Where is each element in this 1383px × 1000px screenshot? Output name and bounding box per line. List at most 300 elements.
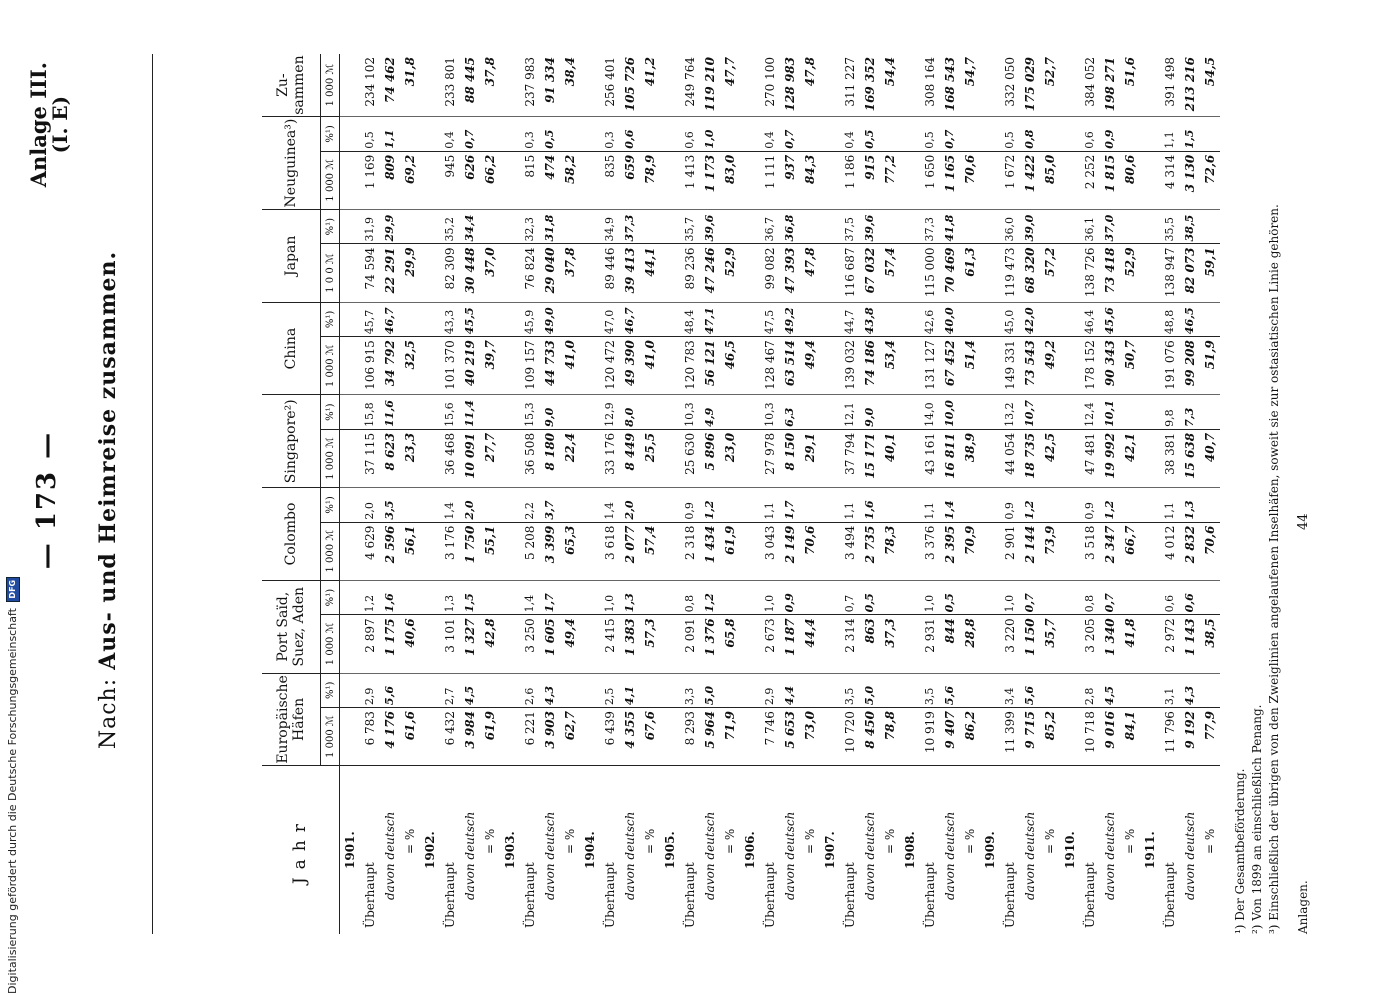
table-row xyxy=(1180,54,1200,934)
empty-cell xyxy=(480,488,500,522)
share-value: 49,4 xyxy=(803,340,817,370)
empty-cell xyxy=(1040,117,1060,151)
amount-value: 2 415 xyxy=(603,618,617,653)
amount-value: 1 383 xyxy=(623,618,637,656)
percent-value: 0,3 xyxy=(603,131,616,149)
percent-value: 46,7 xyxy=(383,307,396,335)
empty-cell xyxy=(480,674,500,708)
spacer-cell xyxy=(820,708,840,765)
spacer-cell xyxy=(580,244,600,301)
empty-cell xyxy=(400,395,420,429)
amount-value: 19 992 xyxy=(1103,432,1117,479)
amount-value: 815 xyxy=(523,154,537,178)
share-value: 42,8 xyxy=(483,618,497,648)
table-row xyxy=(620,54,640,934)
percent-value: 5,6 xyxy=(1023,685,1036,706)
spacer-cell xyxy=(820,523,840,580)
table-row xyxy=(560,54,580,934)
empty-cell xyxy=(720,303,740,337)
percent-value: 0,7 xyxy=(943,129,956,149)
percent-value: 36,1 xyxy=(1083,216,1096,242)
row-label-german: davon deutsch xyxy=(463,811,477,900)
spacer-cell xyxy=(500,303,520,337)
table-row xyxy=(920,54,940,934)
amount-value: 384 052 xyxy=(1083,57,1097,107)
empty-cell xyxy=(960,117,980,151)
row-label-percent: = % xyxy=(803,828,817,854)
amount-value: 1 422 xyxy=(1023,154,1037,193)
spacer-cell xyxy=(580,523,600,580)
empty-cell xyxy=(1200,395,1220,429)
row-label-total: Überhaupt xyxy=(763,862,777,928)
spacer-cell xyxy=(1060,674,1080,708)
spacer-cell xyxy=(500,152,520,209)
share-value: 27,7 xyxy=(483,432,497,463)
bottom-page-number: 44 xyxy=(1296,513,1311,530)
percent-value: 1,0 xyxy=(763,594,776,613)
amount-value: 844 xyxy=(943,618,957,644)
percent-value: 1,4 xyxy=(523,594,536,613)
share-value: 61,9 xyxy=(483,711,497,741)
row-label-percent: = % xyxy=(643,828,657,854)
unit-header: 1 000 ℳ xyxy=(321,615,340,673)
row-label-percent: = % xyxy=(563,828,577,854)
table-top-rule xyxy=(152,54,153,934)
percent-value: 1,3 xyxy=(1183,500,1196,520)
share-value: 49,2 xyxy=(1043,340,1057,370)
share-value: 41,8 xyxy=(1123,618,1137,648)
share-value: 37,0 xyxy=(483,247,497,277)
percent-value: 3,1 xyxy=(1163,687,1176,706)
spacer-cell xyxy=(340,615,360,672)
spacer-cell xyxy=(980,581,1000,615)
spacer-cell xyxy=(900,674,920,708)
amount-value: 39 413 xyxy=(623,247,637,294)
amount-value: 120 783 xyxy=(683,340,697,390)
spacer-cell xyxy=(500,708,520,765)
year-label: 1903. xyxy=(503,831,517,869)
spacer-cell xyxy=(820,615,840,672)
percent-value: 13,2 xyxy=(1003,402,1016,427)
percent-value: 10,0 xyxy=(943,400,956,427)
share-value: 57,2 xyxy=(1043,247,1057,277)
empty-cell xyxy=(480,581,500,615)
percent-value: 3,3 xyxy=(683,687,696,706)
spacer-cell xyxy=(1140,117,1160,151)
share-value: 51,4 xyxy=(963,340,977,370)
amount-value: 9 192 xyxy=(1183,711,1197,749)
amount-value: 90 343 xyxy=(1103,340,1117,387)
unit-header: 1 000 ℳ xyxy=(321,429,340,487)
share-value: 25,5 xyxy=(643,432,657,463)
row-label-german: davon deutsch xyxy=(863,811,877,900)
spacer-cell xyxy=(660,152,680,209)
empty-cell xyxy=(480,395,500,429)
amount-value: 1 169 xyxy=(363,154,377,190)
percent-value: 2,7 xyxy=(443,687,456,706)
share-value: 61,6 xyxy=(403,711,417,741)
spacer-cell xyxy=(340,523,360,580)
spacer-cell xyxy=(1140,488,1160,522)
amount-value: 2 077 xyxy=(623,525,637,564)
percent-value: 10,3 xyxy=(763,402,776,427)
year-label: 1902. xyxy=(423,831,437,869)
percent-value: 1,2 xyxy=(1023,500,1036,520)
percent-value: 3,7 xyxy=(543,500,556,520)
percent-value: 0,8 xyxy=(683,594,696,613)
share-value: 54,7 xyxy=(963,57,977,87)
table-row xyxy=(460,54,480,934)
empty-cell xyxy=(1120,210,1140,244)
percent-value: 3,5 xyxy=(923,687,936,706)
empty-cell xyxy=(1040,395,1060,429)
percent-value: 31,8 xyxy=(543,214,556,242)
column-header: Europäische Häfen xyxy=(262,673,321,766)
row-label-total: Überhaupt xyxy=(1163,862,1177,928)
percent-value: 47,5 xyxy=(763,309,776,335)
spacer-cell xyxy=(660,395,680,429)
empty-cell xyxy=(1040,210,1060,244)
amount-value: 67 452 xyxy=(943,340,957,387)
year-label: 1909. xyxy=(983,831,997,869)
empty-cell xyxy=(1120,581,1140,615)
year-column-header: Jahr xyxy=(262,766,340,934)
column-header: China xyxy=(262,302,321,395)
page-number: — 173 — xyxy=(32,430,62,570)
amount-value: 6 432 xyxy=(443,711,457,746)
row-label-german: davon deutsch xyxy=(383,811,397,900)
percent-value: 3,5 xyxy=(383,500,396,520)
amount-value: 116 687 xyxy=(843,247,857,298)
spacer-cell xyxy=(580,615,600,672)
footnote-3: ³) Einschließlich der übrigen von den Zweiglinien angelaufenen Inselhäfen, soweit sie zur ostasiatischen Linie gehören. xyxy=(1267,204,1281,934)
table-row xyxy=(340,54,361,934)
percent-value: 2,6 xyxy=(523,687,536,706)
amount-value: 8 180 xyxy=(543,432,557,471)
empty-cell xyxy=(560,581,580,615)
amount-value: 34 792 xyxy=(383,340,397,387)
spacer-cell xyxy=(420,337,440,394)
row-label-total: Überhaupt xyxy=(683,862,697,928)
percent-value: 1,1 xyxy=(1163,131,1176,149)
percent-value: 0,6 xyxy=(683,131,696,149)
empty-cell xyxy=(1200,674,1220,708)
amount-value: 74 186 xyxy=(863,340,877,387)
amount-value: 175 029 xyxy=(1023,57,1037,112)
spacer-cell xyxy=(1140,674,1160,708)
amount-value: 249 764 xyxy=(683,57,697,107)
spacer-cell xyxy=(340,117,360,151)
amount-value: 3 984 xyxy=(463,711,477,749)
spacer-cell xyxy=(340,488,360,522)
year-label: 1905. xyxy=(663,831,677,869)
percent-value: 45,0 xyxy=(1003,309,1016,335)
amount-value: 2 832 xyxy=(1183,525,1197,564)
percent-value: 32,3 xyxy=(523,216,536,242)
share-value: 84,1 xyxy=(1123,711,1137,741)
amount-value: 70 469 xyxy=(943,247,957,294)
spacer-cell xyxy=(980,54,1000,116)
amount-value: 138 947 xyxy=(1163,247,1177,298)
percent-value: 14,0 xyxy=(923,402,936,427)
spacer-cell xyxy=(900,303,920,337)
spacer-cell xyxy=(580,395,600,429)
percent-value: 2,9 xyxy=(763,687,776,706)
percent-value: 8,0 xyxy=(623,407,636,427)
row-label-percent: = % xyxy=(1043,828,1057,854)
percent-value: 45,5 xyxy=(463,307,476,335)
amount-value: 4 314 xyxy=(1163,154,1177,190)
table-row xyxy=(1000,54,1020,934)
share-value: 37,8 xyxy=(563,247,577,277)
spacer-cell xyxy=(1140,152,1160,209)
amount-value: 15 171 xyxy=(863,432,877,479)
amount-value: 1 150 xyxy=(1023,618,1037,656)
empty-cell xyxy=(480,210,500,244)
percent-value: 0,9 xyxy=(1103,129,1116,149)
spacer-cell xyxy=(340,337,360,394)
amount-value: 308 164 xyxy=(923,57,937,107)
percent-value: 35,2 xyxy=(443,216,456,242)
percent-value: 1,5 xyxy=(1183,129,1196,149)
spacer-cell xyxy=(980,210,1000,244)
amount-value: 1 187 xyxy=(783,618,797,656)
percent-value: 2,9 xyxy=(363,687,376,706)
spacer-cell xyxy=(420,210,440,244)
empty-cell xyxy=(800,674,820,708)
empty-cell xyxy=(1040,674,1060,708)
spacer-cell xyxy=(420,54,440,116)
empty-cell xyxy=(960,303,980,337)
spacer-cell xyxy=(660,523,680,580)
percent-value: 5,0 xyxy=(863,685,876,706)
amount-value: 138 726 xyxy=(1083,247,1097,298)
row-label-german: davon deutsch xyxy=(783,811,797,900)
percent-value: 4,4 xyxy=(783,685,796,706)
share-value: 57,4 xyxy=(643,525,657,555)
amount-value: 15 638 xyxy=(1183,432,1197,479)
spacer-cell xyxy=(900,117,920,151)
percent-value: 1,1 xyxy=(843,502,856,520)
table-row xyxy=(500,54,520,934)
amount-value: 2 314 xyxy=(843,618,857,653)
amount-value: 191 076 xyxy=(1163,340,1177,390)
amount-value: 99 082 xyxy=(763,247,777,290)
spacer-cell xyxy=(1140,244,1160,301)
spacer-cell xyxy=(820,152,840,209)
percent-value: 4,5 xyxy=(463,685,476,706)
amount-value: 3 518 xyxy=(1083,525,1097,560)
amount-value: 937 xyxy=(783,154,797,180)
share-value: 47,8 xyxy=(803,247,817,277)
percent-value: 2,0 xyxy=(623,500,636,520)
table-row xyxy=(680,54,700,934)
amount-value: 74 594 xyxy=(363,247,377,290)
spacer-cell xyxy=(900,54,920,116)
empty-cell xyxy=(800,488,820,522)
percent-value: 1,2 xyxy=(363,594,376,613)
percent-value: 0,6 xyxy=(1083,131,1096,149)
table-row xyxy=(1080,54,1100,934)
table-row xyxy=(1100,54,1120,934)
spacer-cell xyxy=(900,581,920,615)
spacer-cell xyxy=(580,54,600,116)
amount-value: 311 227 xyxy=(843,57,857,107)
share-value: 28,8 xyxy=(963,618,977,648)
spacer-cell xyxy=(900,615,920,672)
spacer-cell xyxy=(1140,708,1160,765)
amount-value: 91 334 xyxy=(543,57,557,103)
spacer-cell xyxy=(660,674,680,708)
percent-value: 0,4 xyxy=(443,131,456,149)
amount-value: 63 514 xyxy=(783,340,797,387)
share-value: 42,5 xyxy=(1043,432,1057,463)
empty-cell xyxy=(560,117,580,151)
spacer-cell xyxy=(420,244,440,301)
amount-value: 1 186 xyxy=(843,154,857,190)
amount-value: 99 208 xyxy=(1183,340,1197,387)
share-value: 86,2 xyxy=(963,711,977,741)
amount-value: 178 152 xyxy=(1083,340,1097,390)
spacer-cell xyxy=(340,581,360,615)
share-value: 47,8 xyxy=(803,57,817,87)
amount-value: 109 157 xyxy=(523,340,537,390)
amount-value: 88 445 xyxy=(463,57,477,103)
spacer-cell xyxy=(500,581,520,615)
amount-value: 391 498 xyxy=(1163,57,1177,107)
empty-cell xyxy=(720,395,740,429)
spacer-cell xyxy=(820,210,840,244)
percent-value: 37,3 xyxy=(623,214,636,242)
row-label-percent: = % xyxy=(1203,828,1217,854)
spacer-cell xyxy=(1060,303,1080,337)
amount-value: 131 127 xyxy=(923,340,937,390)
share-value: 67,6 xyxy=(643,711,657,741)
percent-value: 36,8 xyxy=(783,214,796,242)
row-label-percent: = % xyxy=(403,828,417,854)
percent-value: 4,3 xyxy=(543,685,556,706)
spacer-cell xyxy=(980,615,1000,672)
spacer-cell xyxy=(580,581,600,615)
amount-value: 6 221 xyxy=(523,711,537,746)
empty-cell xyxy=(480,303,500,337)
percent-header: %¹) xyxy=(321,209,340,244)
percent-value: 1,6 xyxy=(383,593,396,613)
empty-cell xyxy=(640,674,660,708)
share-value: 52,9 xyxy=(723,247,737,277)
share-value: 44,4 xyxy=(803,618,817,648)
percent-value: 9,0 xyxy=(863,407,876,427)
statistics-table xyxy=(262,54,1220,934)
row-label-percent: = % xyxy=(963,828,977,854)
spacer-cell xyxy=(900,210,920,244)
empty-cell xyxy=(800,303,820,337)
percent-value: 1,4 xyxy=(943,500,956,520)
amount-value: 3 205 xyxy=(1083,618,1097,653)
funding-text: Digitalisierung gefördert durch die Deutsche Forschungsgemeinschaft xyxy=(6,608,19,994)
percent-value: 1,0 xyxy=(923,594,936,613)
percent-value: 1,1 xyxy=(383,129,396,149)
share-value: 40,6 xyxy=(403,618,417,648)
amount-value: 33 176 xyxy=(603,432,617,475)
amount-value: 915 xyxy=(863,154,877,180)
share-value: 78,9 xyxy=(643,154,657,184)
percent-value: 0,8 xyxy=(1023,129,1036,149)
amount-value: 659 xyxy=(623,154,637,180)
empty-cell xyxy=(720,210,740,244)
spacer-cell xyxy=(580,337,600,394)
amount-value: 9 016 xyxy=(1103,711,1117,749)
percent-value: 44,7 xyxy=(843,309,856,335)
percent-value: 0,5 xyxy=(363,131,376,149)
percent-value: 49,2 xyxy=(783,307,796,335)
amount-value: 73 418 xyxy=(1103,247,1117,294)
share-value: 71,9 xyxy=(723,711,737,741)
percent-value: 29,9 xyxy=(383,214,396,242)
amount-value: 2 596 xyxy=(383,525,397,564)
spacer-cell xyxy=(900,337,920,394)
empty-cell xyxy=(560,488,580,522)
share-value: 44,1 xyxy=(643,247,657,277)
amount-value: 4 355 xyxy=(623,711,637,749)
share-value: 37,3 xyxy=(883,618,897,648)
spacer-cell xyxy=(1060,395,1080,429)
amount-value: 10 720 xyxy=(843,711,857,754)
spacer-cell xyxy=(500,523,520,580)
row-label-total: Überhaupt xyxy=(363,862,377,928)
spacer-cell xyxy=(500,210,520,244)
empty-cell xyxy=(1200,210,1220,244)
amount-value: 82 309 xyxy=(443,247,457,290)
percent-value: 9,0 xyxy=(543,407,556,427)
spacer-cell xyxy=(500,54,520,116)
percent-value: 47,0 xyxy=(603,309,616,335)
amount-value: 27 978 xyxy=(763,432,777,475)
spacer-cell xyxy=(660,210,680,244)
amount-value: 6 783 xyxy=(363,711,377,746)
empty-cell xyxy=(640,210,660,244)
share-value: 35,7 xyxy=(1043,618,1057,648)
anlagen-label: Anlagen. xyxy=(1296,880,1310,934)
share-value: 41,0 xyxy=(643,340,657,370)
subtitle-main: Aus- und Heimreise zusammen. xyxy=(95,250,121,670)
spacer-cell xyxy=(500,117,520,151)
table-row xyxy=(900,54,920,934)
amount-value: 9 407 xyxy=(943,711,957,749)
empty-cell xyxy=(1040,581,1060,615)
share-value: 59,1 xyxy=(1203,247,1217,277)
percent-value: 0,5 xyxy=(863,593,876,613)
row-label-percent: = % xyxy=(883,828,897,854)
amount-value: 8 293 xyxy=(683,711,697,746)
empty-cell xyxy=(960,674,980,708)
table-row xyxy=(880,54,900,934)
amount-value: 1 605 xyxy=(543,618,557,656)
percent-value: 0,7 xyxy=(783,129,796,149)
spacer-cell xyxy=(1140,337,1160,394)
row-label-total: Überhaupt xyxy=(603,862,617,928)
empty-cell xyxy=(880,581,900,615)
share-value: 53,4 xyxy=(883,340,897,370)
spacer-cell xyxy=(1060,54,1080,116)
spacer-cell xyxy=(820,54,840,116)
table-row xyxy=(1020,54,1040,934)
spacer-cell xyxy=(740,54,760,116)
percent-value: 1,7 xyxy=(543,593,556,613)
table-row xyxy=(940,54,960,934)
unit-header: 1 000 ℳ xyxy=(321,151,340,209)
share-value: 70,6 xyxy=(803,525,817,555)
